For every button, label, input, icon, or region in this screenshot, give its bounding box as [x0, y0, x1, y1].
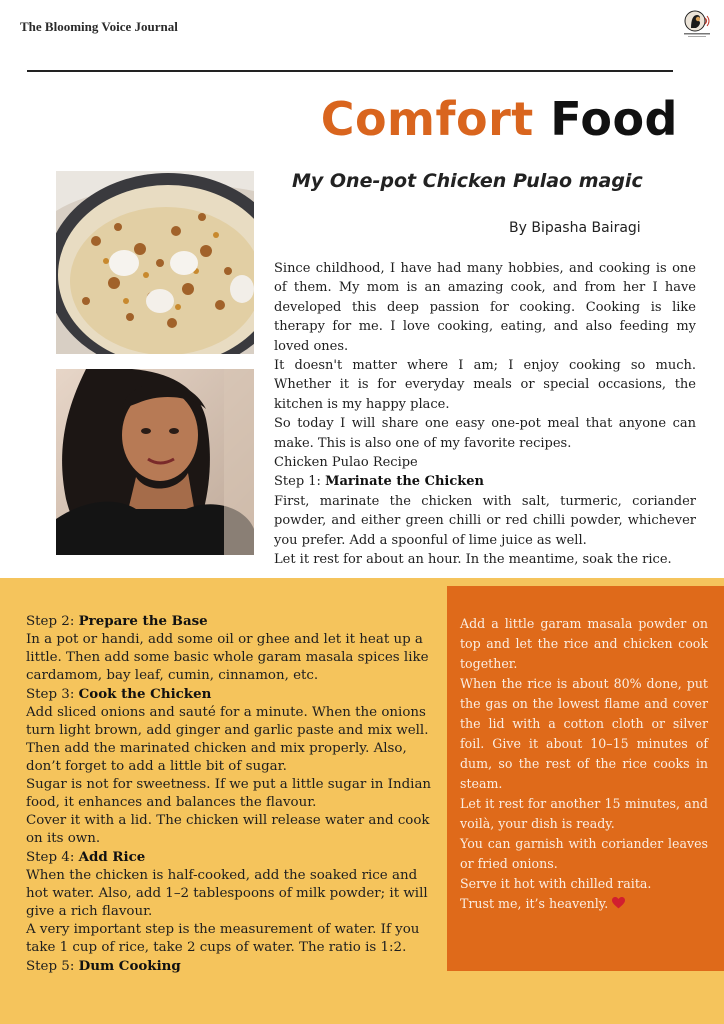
heart-icon [612, 896, 625, 911]
step-3-text: Sugar is not for sweetness. If we put a little sugar in Indian food, it enhances and balances the flavour. [26, 777, 432, 810]
step-1-text: Let it rest for about an hour. In the meantime, soak the rice. [274, 552, 672, 568]
step-label: Step 3: [26, 687, 79, 702]
intro-paragraph: Since childhood, I have had many hobbies, and cooking is one of them. My mom is an amazing cook, and from her I have developed this deep passion for cooking. Cooking is like therapy for me. I love cooking, eating, and also feeding my loved ones. [274, 261, 696, 354]
step-label: Step 2: [26, 614, 79, 629]
page-title [321, 92, 678, 146]
article-subtitle: My One-pot Chicken Pulao magic [292, 170, 643, 192]
recipe-final-steps-column [460, 614, 708, 914]
step-3-text: Add sliced onions and sauté for a minute. When the onions turn light brown, add ginger and garlic paste and mix well. Then add the marinated chicken and mix properly. Also, don’t forget to add a little bit of sugar. [26, 705, 429, 774]
author-byline: By Bipasha Bairagi [509, 220, 641, 236]
title-word-food: Food [550, 92, 678, 146]
intro-text [274, 259, 696, 570]
step-title: Cook the Chicken [78, 686, 212, 702]
intro-paragraph: So today I will share one easy one-pot meal that anyone can make. This is also one of my favorite recipes. [274, 416, 696, 451]
step-4-text: When the chicken is half-cooked, add the soaked rice and hot water. Also, add 1–2 tablespoons of milk powder; it will give a rich flavour. [26, 868, 428, 919]
step-label: Step 4: [26, 850, 79, 865]
step-1-text: First, marinate the chicken with salt, turmeric, coriander powder, and either green chilli or red chilli powder, whichever you prefer. Add a spoonful of lime juice as well. [274, 493, 696, 548]
title-word-comfort: Comfort [320, 92, 534, 146]
step-label: Step 1: [274, 474, 326, 490]
right-paragraph: Serve it hot with chilled raita. [460, 876, 652, 891]
intro-paragraph: It doesn't matter where I am; I enjoy cooking so much. Whether it is for everyday meals or special occasions, the kitchen is my happy place. [274, 358, 696, 412]
step-title: Prepare the Base [78, 613, 208, 629]
right-paragraph: Let it rest for another 15 minutes, and voilà, your dish is ready. [460, 796, 708, 831]
step-title: Dum Cooking [78, 958, 181, 974]
header-divider [27, 70, 673, 72]
step-2-text: In a pot or handi, add some oil or ghee and let it heat up a little. Then add some basic whole garam masala spices like cardamom, bay leaf, cumin, cinnamon, etc. [26, 632, 429, 683]
right-paragraph: When the rice is about 80% done, put the gas on the lowest flame and cover the lid with a cotton cloth or silver foil. Give it about 10–15 minutes of dum, so the rest of the rice cooks in steam. [460, 676, 708, 791]
right-paragraph: You can garnish with coriander leaves or fried onions. [460, 836, 708, 871]
right-paragraph-closing [460, 894, 708, 914]
recipe-steps-column [26, 612, 438, 976]
step-5-heading [26, 957, 438, 976]
journal-name: The Blooming Voice Journal [20, 19, 178, 34]
step-title: Marinate the Chicken [325, 474, 484, 490]
step-3-heading [26, 685, 438, 704]
step-4-heading [26, 848, 438, 867]
step-4-text: A very important step is the measurement of water. If you take 1 cup of rice, take 2 cups of water. The ratio is 1:2. [26, 922, 420, 955]
step-3-text: Cover it with a lid. The chicken will release water and cook on its own. [26, 813, 430, 846]
step-label: Step 5: [26, 959, 79, 974]
right-paragraph: Add a little garam masala powder on top and let the rice and chicken cook together. [460, 616, 708, 671]
step-2-heading [26, 612, 438, 631]
journal-logo-icon [682, 8, 712, 38]
food-photo [56, 171, 254, 354]
step-title: Add Rice [78, 849, 146, 865]
closing-text: Trust me, it’s heavenly. [460, 896, 609, 911]
recipe-heading: Chicken Pulao Recipe [274, 455, 418, 471]
step-1-heading [274, 472, 696, 491]
author-photo [56, 369, 254, 555]
